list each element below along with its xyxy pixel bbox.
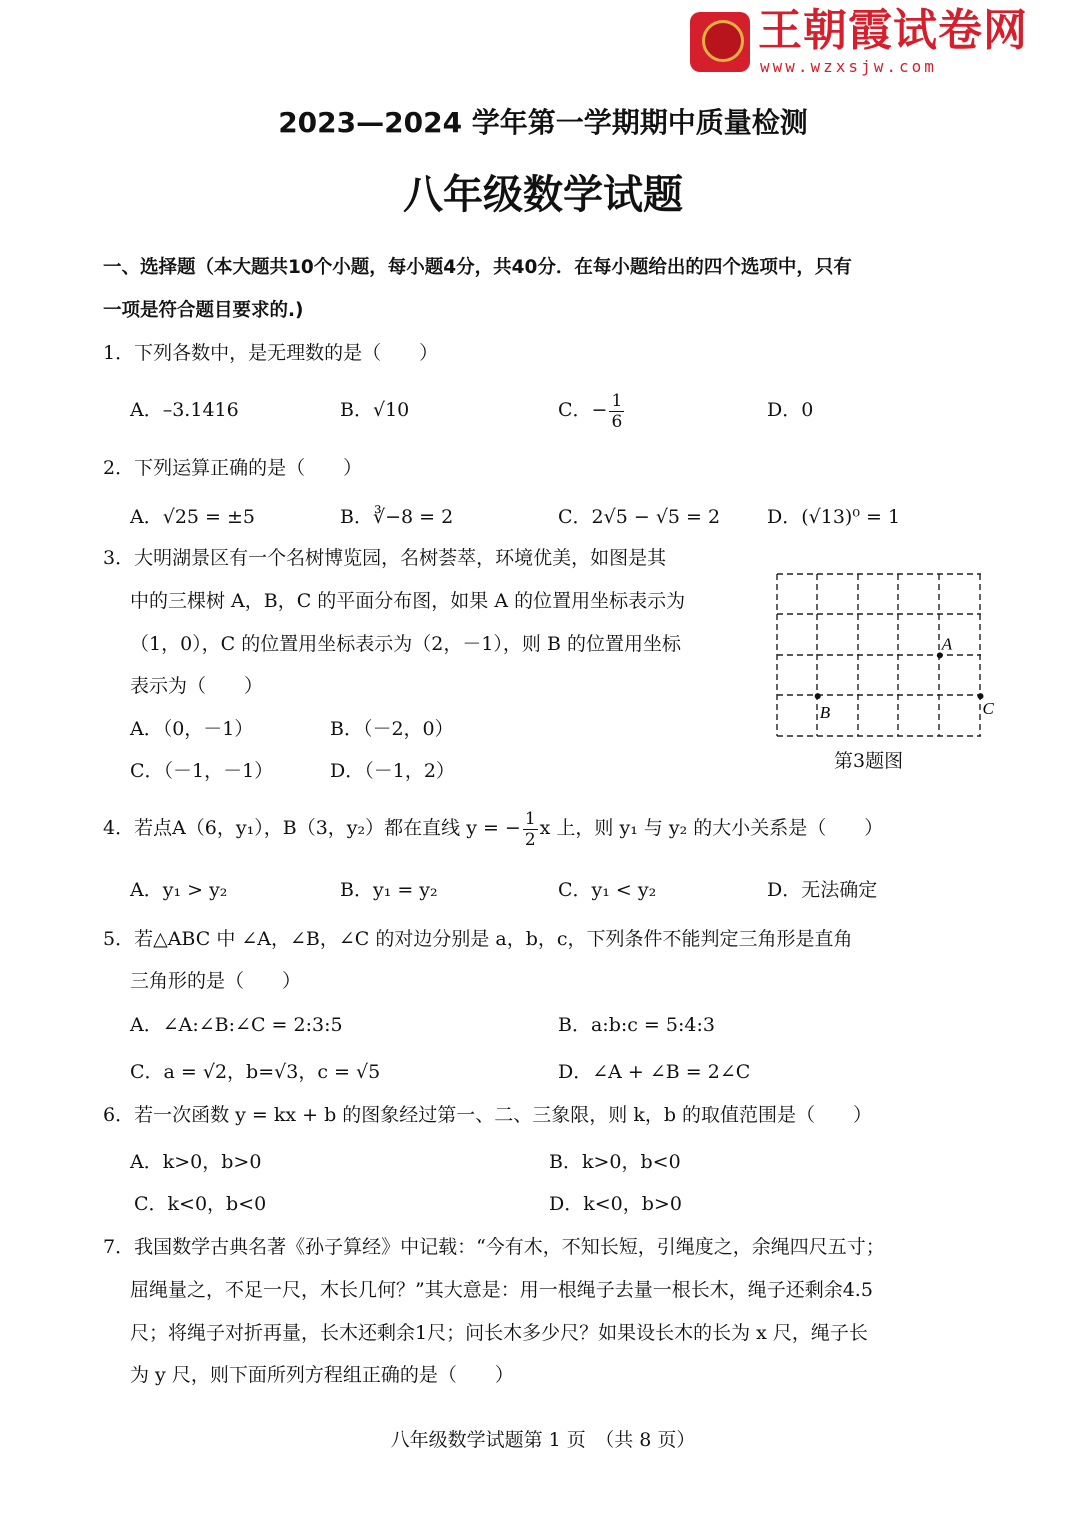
- exam-title: 八年级数学试题: [403, 172, 683, 218]
- q2-option-d: D．(√13)⁰ = 1: [767, 506, 901, 528]
- denominator: 6: [611, 411, 623, 432]
- grid-lines: [777, 574, 981, 736]
- q4-option-b: B．y₁ = y₂: [340, 879, 438, 901]
- denominator: 2: [524, 829, 536, 850]
- exam-subtitle: 2023—2024 学年第一学期期中质量检测: [278, 106, 808, 139]
- q1-option-a: A．–3.1416: [130, 399, 239, 421]
- q7-stem-line: 屈绳量之，不足一尺，木长几何？”其大意是：用一根绳子去量一根长木，绳子还剩余4.5: [130, 1279, 873, 1301]
- q5-stem-line1: 5．若△ABC 中 ∠A，∠B，∠C 的对边分别是 a，b，c，下列条件不能判定三角形是直角: [103, 928, 853, 950]
- logo-url: www.wzxsjw.com: [760, 57, 937, 76]
- section-heading-line1: 一、选择题（本大题共10个小题，每小题4分，共40分．在每小题给出的四个选项中，只有: [103, 257, 852, 278]
- q1-option-b: B．√10: [340, 399, 410, 421]
- point-B: [815, 693, 821, 699]
- q3-stem-line: 中的三棵树 A，B，C 的平面分布图，如果 A 的位置用坐标表示为: [130, 590, 686, 612]
- q2-option-a: A．√25 = ±5: [130, 506, 256, 528]
- site-logo: [690, 5, 1028, 78]
- point-label-B: B: [819, 703, 831, 723]
- q3-figure-caption: 第3题图: [834, 750, 904, 772]
- q3-grid-figure: [776, 573, 994, 739]
- q6-option-a: A．k>0，b>0: [130, 1151, 262, 1173]
- fraction: [523, 809, 538, 850]
- q7-stem-line: 为 y 尺，则下面所列方程组正确的是（ ）: [130, 1364, 514, 1386]
- q5-stem-line2: 三角形的是（ ）: [130, 970, 302, 992]
- q3-option-a: A．（0，－1）: [130, 718, 254, 740]
- logo-badge-icon: [690, 12, 750, 72]
- q5-option-c: C．a = √2，b=√3，c = √5: [130, 1061, 381, 1083]
- q4-option-c: C．y₁ < y₂: [558, 879, 657, 901]
- logo-name: 王朝霞试卷网: [758, 5, 1028, 56]
- q6-option-c: C．k<0，b<0: [134, 1193, 267, 1215]
- point-label-C: C: [982, 699, 994, 719]
- q5-option-b: B．a:b:c = 5:4:3: [558, 1014, 715, 1036]
- q6-stem: 6．若一次函数 y = kx + b 的图象经过第一、二、三象限，则 k，b 的取值范围是（ ）: [103, 1104, 873, 1126]
- q4-stem-start: 4．若点A（6，y₁），B（3，y₂）都在直线 y = −: [103, 817, 521, 839]
- q3-option-b: B．（－2，0）: [330, 718, 454, 740]
- q3-option-c: C．（－1，－1）: [130, 760, 274, 782]
- q3-stem-line: （1，0），C 的位置用坐标表示为（2，－1），则 B 的位置用坐标: [130, 633, 681, 655]
- q6-option-b: B．k>0，b<0: [549, 1151, 681, 1173]
- q7-stem-line: 7．我国数学古典名著《孙子算经》中记载：“今有木，不知长短，引绳度之，余绳四尺五寸；: [103, 1236, 885, 1258]
- q4-stem-end: x 上，则 y₁ 与 y₂ 的大小关系是（ ）: [539, 817, 884, 839]
- q3-option-d: D．（－1，2）: [330, 760, 455, 782]
- point-label-A: A: [941, 634, 953, 654]
- q2-stem: 2．下列运算正确的是（ ）: [103, 457, 363, 479]
- q1-stem: 1．下列各数中，是无理数的是（ ）: [103, 342, 439, 364]
- numerator: 1: [611, 390, 623, 411]
- q5-option-a: A．∠A:∠B:∠C = 2:3:5: [130, 1014, 343, 1036]
- numerator: 1: [524, 808, 536, 829]
- q3-stem-line: 3．大明湖景区有一个名树博览园，名树荟萃，环境优美，如图是其: [103, 547, 667, 569]
- q2-option-b: B．∛−8 = 2: [340, 506, 454, 528]
- q1-option-c-label: C．−: [558, 399, 608, 421]
- q4-stem: [103, 808, 883, 850]
- page-footer: 八年级数学试题第 1 页 （共 8 页）: [390, 1429, 696, 1451]
- q6-option-d: D．k<0，b>0: [549, 1193, 682, 1215]
- q2-option-c: C．2√5 − √5 = 2: [558, 506, 721, 528]
- fraction: [609, 391, 624, 432]
- q7-stem-line: 尺；将绳子对折再量，长木还剩余1尺；问长木多少尺？如果设长木的长为 x 尺，绳子长: [130, 1322, 868, 1344]
- q1-option-d: D．0: [767, 399, 814, 421]
- q4-option-a: A．y₁ > y₂: [130, 879, 228, 901]
- q4-option-d: D．无法确定: [767, 879, 878, 901]
- section-heading-line2: 一项是符合题目要求的.): [103, 300, 304, 321]
- q1-option-c: [558, 390, 626, 432]
- q3-stem-line: 表示为（ ）: [130, 675, 264, 697]
- q5-option-d: D．∠A + ∠B = 2∠C: [558, 1061, 751, 1083]
